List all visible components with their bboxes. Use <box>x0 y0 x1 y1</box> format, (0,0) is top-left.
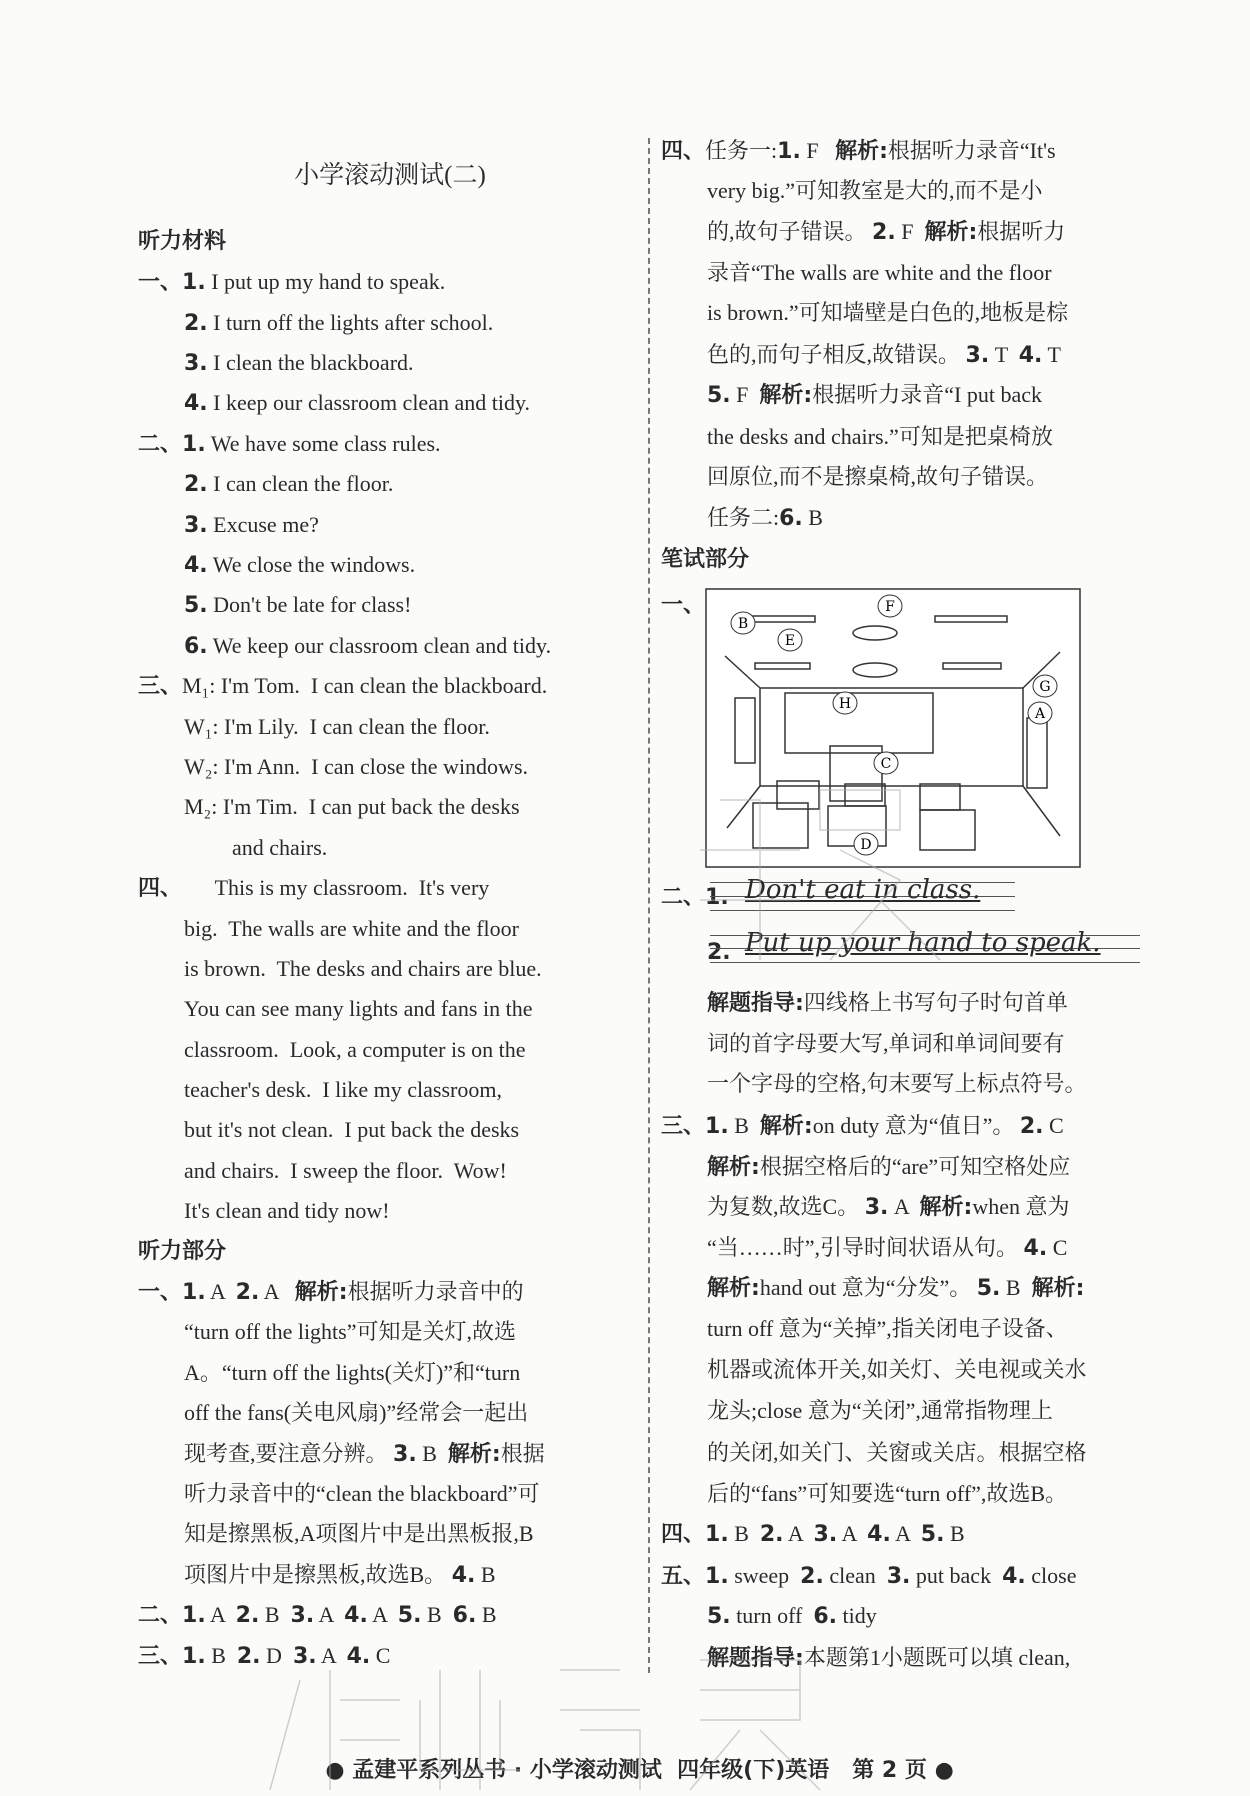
text-line <box>184 1353 520 1393</box>
question-number: 三、 <box>138 1644 183 1669</box>
text-segment: I keep our classroom clean and tidy. <box>207 390 531 415</box>
text-line <box>707 1638 1070 1678</box>
text-segment: I can clean the floor. <box>207 471 394 496</box>
bold-label: 解析: <box>707 1276 760 1301</box>
footer-text: 孟建平系列丛书 · 小学滚动测试 四年级(下)英语 第 2 页 <box>352 1758 927 1783</box>
bold-label: 1. <box>705 1564 729 1589</box>
question-number: 二、 <box>661 885 706 910</box>
text-segment: 色的,而句子相反,故错误。 <box>707 342 966 367</box>
bold-label: 2. <box>235 1603 260 1628</box>
bold-label: 5. <box>976 1276 1001 1301</box>
bold-label: 4. <box>867 1522 891 1547</box>
text-line <box>184 1151 507 1191</box>
text-line <box>184 1474 540 1514</box>
text-segment: 笔试部分 <box>661 547 750 572</box>
text-segment: A <box>314 1602 345 1627</box>
text-segment: F <box>730 382 760 407</box>
text-line <box>707 1309 1068 1349</box>
bold-label: 1. <box>705 1522 729 1547</box>
text-line <box>707 457 1048 497</box>
text-segment: B <box>476 1602 497 1627</box>
text-line <box>707 293 1068 333</box>
text-line <box>707 253 1052 293</box>
bold-label: 4. <box>346 1644 371 1669</box>
question-number: 三、 <box>661 1114 706 1139</box>
text-line <box>661 1106 1064 1146</box>
bold-label: 5. <box>920 1522 945 1547</box>
text-segment: T <box>1042 342 1061 367</box>
text-line <box>707 1228 1067 1268</box>
bold-label: 1. <box>182 1603 206 1628</box>
text-line <box>707 1187 1070 1227</box>
bold-label: 3. <box>184 513 208 538</box>
bold-label: 5. <box>397 1603 422 1628</box>
text-segment: F <box>800 138 836 163</box>
text-segment: 机器或流体开关,如关灯、关电视或关水 <box>707 1357 1087 1382</box>
page-title: 小学滚动测试(二) <box>294 162 486 189</box>
bold-label: 解析: <box>919 1195 973 1220</box>
text-segment: teacher's desk. I like my classroom, <box>184 1077 502 1102</box>
text-segment: 回原位,而不是擦桌椅,故句子错误。 <box>707 464 1049 489</box>
bold-label: 6. <box>184 634 208 659</box>
text-line <box>138 1595 497 1635</box>
text-line <box>138 424 441 464</box>
question-number: 二、 <box>138 1603 183 1628</box>
text-line <box>138 262 445 302</box>
text-segment: is brown. The desks and chairs are blue. <box>184 956 542 981</box>
bold-label: 3. <box>813 1522 838 1547</box>
text-segment: 听力录音中的“clean the blackboard”可 <box>184 1481 540 1506</box>
text-segment: A <box>316 1643 347 1668</box>
text-line <box>661 585 705 625</box>
text-segment: M₂: I'm Tim. I can put back the desks <box>184 794 520 819</box>
text-line <box>184 505 319 545</box>
bold-label: 5. <box>184 593 208 618</box>
text-segment: clean <box>823 1563 887 1588</box>
picture-label: G <box>1039 679 1051 695</box>
bold-label: 4. <box>344 1603 368 1628</box>
text-line <box>707 1474 1067 1514</box>
picture-label: F <box>885 599 895 615</box>
text-segment: Don't be late for class! <box>207 592 412 617</box>
text-segment: “turn off the lights”可知是关灯,故选 <box>184 1319 516 1344</box>
text-segment: sweep <box>728 1563 801 1588</box>
text-segment: A <box>259 1279 295 1304</box>
text-segment: C <box>370 1643 391 1668</box>
text-segment: 的,故句子错误。 <box>707 219 873 244</box>
bold-label: 4. <box>1023 1236 1048 1261</box>
bold-label: 解析: <box>707 1155 760 1180</box>
column-divider <box>648 138 650 1673</box>
text-segment: B <box>728 1521 760 1546</box>
text-line <box>184 383 530 423</box>
bold-label: 2. <box>1019 1114 1044 1139</box>
bold-label: 1. <box>182 1280 206 1305</box>
text-line <box>707 983 1068 1023</box>
picture-label: A <box>1034 706 1046 722</box>
bold-label: 3. <box>886 1564 911 1589</box>
text-segment: turn off 意为“关掉”,指关闭电子设备、 <box>707 1316 1068 1341</box>
text-segment: We keep our classroom clean and tidy. <box>207 633 552 658</box>
text-segment: W₂: I'm Ann. I can close the windows. <box>184 754 529 779</box>
text-segment: 词的首字母要大写,单词和单词间要有 <box>707 1031 1065 1056</box>
text-line <box>707 1024 1065 1064</box>
text-line <box>138 868 489 908</box>
text-segment: B <box>728 1113 760 1138</box>
text-segment: A <box>205 1279 236 1304</box>
text-line <box>184 1070 502 1110</box>
text-line <box>184 1555 496 1595</box>
text-segment: is brown.”可知墙壁是白色的,地板是棕 <box>707 300 1069 325</box>
text-segment: 本题第1小题既可以填 clean, <box>803 1645 1071 1670</box>
question-number: 三、 <box>138 674 183 699</box>
page-footer <box>310 1728 954 1784</box>
text-segment: I put up my hand to speak. <box>205 269 446 294</box>
text-line <box>184 626 551 666</box>
question-number: 一、 <box>138 270 183 295</box>
text-segment: 根据听力录音中的 <box>347 1279 524 1304</box>
text-segment: but it's not clean. I put back the desks <box>184 1117 520 1142</box>
text-segment: 现考查,要注意分辨。 <box>184 1441 394 1466</box>
text-segment: 龙头;close 意为“关闭”,通常指物理上 <box>707 1398 1053 1423</box>
bold-label: 解析: <box>294 1280 348 1305</box>
text-segment: F <box>895 219 925 244</box>
text-line <box>661 1556 1076 1596</box>
question-number: 五、 <box>661 1564 706 1589</box>
section-heading <box>138 1232 226 1272</box>
text-segment: and chairs. I sweep the floor. Wow! <box>184 1158 507 1183</box>
bold-label: 2. <box>800 1564 824 1589</box>
text-segment: 任务二: <box>707 505 780 530</box>
text-segment: I turn off the lights after school. <box>207 310 494 335</box>
bold-label: 5. <box>707 1604 731 1629</box>
text-line <box>184 989 533 1029</box>
picture-label: B <box>737 616 749 632</box>
text-line <box>184 1393 528 1433</box>
text-line <box>184 464 393 504</box>
text-line <box>184 1312 516 1352</box>
text-segment: Excuse me? <box>207 512 319 537</box>
question-number: 四、 <box>138 876 183 901</box>
text-segment: 任务一: <box>705 138 778 163</box>
text-segment: A <box>837 1521 868 1546</box>
bold-label: 2. <box>184 472 208 497</box>
text-line <box>707 1268 1084 1308</box>
text-line <box>661 131 1056 171</box>
text-line <box>707 171 1042 211</box>
text-segment: 一个字母的空格,句末要写上标点符号。 <box>707 1071 1087 1096</box>
text-segment: 后的“fans”可知要选“turn off”,故选B。 <box>707 1481 1068 1506</box>
text-segment: B <box>475 1562 496 1587</box>
bold-label: 解析: <box>924 220 978 245</box>
question-number: 四、 <box>661 1522 706 1547</box>
bold-label: 3. <box>393 1442 417 1467</box>
question-number: 一、 <box>661 593 706 618</box>
text-segment: the desks and chairs.”可知是把桌椅放 <box>707 424 1053 449</box>
bold-label: 2. <box>235 1280 260 1305</box>
picture-label: E <box>784 633 796 649</box>
bold-label: 4. <box>184 391 208 416</box>
text-segment: B <box>421 1602 453 1627</box>
text-segment: 录音“The walls are white and the floor <box>707 260 1052 285</box>
bold-label: 2. <box>184 311 208 336</box>
text-segment: B <box>259 1602 291 1627</box>
bold-label: 4. <box>1002 1564 1026 1589</box>
bold-label: 解题指导: <box>707 991 804 1016</box>
text-segment: This is my classroom. It's very <box>182 875 490 900</box>
text-segment: A <box>367 1602 398 1627</box>
text-line <box>184 585 411 625</box>
text-line <box>707 212 1065 252</box>
bold-label: 6. <box>452 1603 477 1628</box>
bold-label: 3. <box>292 1644 317 1669</box>
bold-label: 1. <box>705 885 729 910</box>
bold-label: 5. <box>707 383 731 408</box>
bold-label: 解题指导: <box>707 1646 804 1671</box>
text-segment: B <box>416 1441 448 1466</box>
bold-label: 1. <box>182 270 206 295</box>
section-heading <box>661 540 749 580</box>
text-segment: I clean the blackboard. <box>207 350 414 375</box>
bold-label: 解析: <box>759 383 813 408</box>
bold-label: 解析: <box>447 1442 501 1467</box>
text-segment: tidy <box>837 1603 877 1628</box>
text-segment: 听力部分 <box>138 1239 227 1264</box>
text-segment: 听力材料 <box>138 229 227 254</box>
text-line <box>184 949 542 989</box>
text-segment: A。“turn off the lights(关灯)”和“turn <box>184 1360 521 1385</box>
text-line <box>707 1391 1053 1431</box>
text-segment: We close the windows. <box>207 552 416 577</box>
bold-label: 1. <box>777 139 801 164</box>
text-segment: 的关闭,如关门、关窗或关店。根据空格 <box>707 1440 1087 1465</box>
bold-label: 6. <box>779 506 803 531</box>
bold-label: 2. <box>707 940 731 965</box>
text-line <box>707 375 1042 415</box>
text-segment: A <box>205 1602 236 1627</box>
bold-label: 2. <box>872 220 896 245</box>
text-line <box>184 1110 519 1150</box>
text-segment: and chairs. <box>232 835 328 860</box>
text-line <box>184 1030 526 1070</box>
text-segment: A <box>888 1194 920 1219</box>
text-line <box>707 1147 1070 1187</box>
text-line <box>707 1064 1087 1104</box>
text-line <box>707 417 1053 457</box>
text-segment: “当……时”,引导时间状语从句。 <box>707 1235 1024 1260</box>
text-segment: 为复数,故选C。 <box>707 1194 865 1219</box>
text-segment: W₁: I'm Lily. I can clean the floor. <box>184 714 490 739</box>
text-segment: 根据听力 <box>977 219 1066 244</box>
bold-label: 4. <box>451 1563 476 1588</box>
text-line <box>232 828 327 868</box>
picture-label: D <box>860 837 872 853</box>
text-segment: hand out 意为“分发”。 <box>759 1275 977 1300</box>
text-line <box>707 932 731 972</box>
bold-label: 1. <box>182 432 206 457</box>
text-line <box>184 545 415 585</box>
text-line <box>661 877 729 917</box>
text-segment: C <box>1047 1235 1068 1260</box>
text-line <box>184 747 528 787</box>
text-segment: 项图片中是擦黑板,故选B。 <box>184 1562 452 1587</box>
text-line <box>184 1434 545 1474</box>
question-number: 二、 <box>138 432 183 457</box>
bold-label: 3. <box>864 1195 889 1220</box>
question-number: 一、 <box>138 1280 183 1305</box>
text-line <box>184 303 493 343</box>
text-segment: off the fans(关电风扇)”经常会一起出 <box>184 1400 529 1425</box>
bold-label: 3. <box>184 351 208 376</box>
bold-label: 1. <box>705 1114 729 1139</box>
text-segment: when 意为 <box>972 1194 1070 1219</box>
text-line <box>707 498 823 538</box>
handwriting-answer-2: Put up your hand to speak. <box>745 928 1101 958</box>
picture-label: C <box>880 756 892 772</box>
text-segment: 根据空格后的“are”可知空格处应 <box>759 1154 1071 1179</box>
text-line <box>184 909 519 949</box>
text-line <box>138 666 547 706</box>
bold-label: 1. <box>182 1644 206 1669</box>
bold-label: 解析: <box>759 1114 813 1139</box>
text-segment: classroom. Look, a computer is on the <box>184 1037 526 1062</box>
text-segment: close <box>1025 1563 1077 1588</box>
handwriting-answer-1: Don't eat in class. <box>745 875 981 905</box>
text-line <box>184 707 490 747</box>
text-segment: 根据 <box>500 1441 545 1466</box>
bullet-icon: ● <box>926 1758 954 1783</box>
text-segment: You can see many lights and fans in the <box>184 996 533 1021</box>
text-segment: big. The walls are white and the floor <box>184 916 519 941</box>
picture-label: H <box>838 696 852 712</box>
section-heading <box>138 222 226 262</box>
text-segment: B <box>1000 1275 1032 1300</box>
bullet-icon: ● <box>325 1758 353 1783</box>
text-line <box>707 1350 1087 1390</box>
bold-label: 2. <box>236 1644 261 1669</box>
text-segment: very big.”可知教室是大的,而不是小 <box>707 178 1043 203</box>
text-segment: A <box>783 1521 814 1546</box>
bold-label: 3. <box>290 1603 315 1628</box>
text-segment: B <box>802 505 823 530</box>
text-segment: C <box>1043 1113 1064 1138</box>
text-line <box>707 1433 1087 1473</box>
text-segment: A <box>890 1521 921 1546</box>
text-segment: on duty 意为“值日”。 <box>812 1113 1020 1138</box>
text-line <box>184 1514 534 1554</box>
text-line <box>138 1636 390 1676</box>
text-segment: D <box>260 1643 293 1668</box>
text-segment: turn off <box>730 1603 814 1628</box>
text-line <box>138 1272 524 1312</box>
text-segment: B <box>205 1643 237 1668</box>
bold-label: 4. <box>184 553 208 578</box>
text-segment: put back <box>910 1563 1003 1588</box>
text-line <box>707 335 1061 375</box>
text-segment: 根据听力录音“It's <box>887 138 1056 163</box>
text-segment: M₁: I'm Tom. I can clean the blackboard. <box>182 673 548 698</box>
text-line <box>184 343 414 383</box>
text-line <box>184 787 520 827</box>
text-line <box>184 1191 390 1231</box>
question-number: 四、 <box>661 139 706 164</box>
bold-label: 解析: <box>1031 1276 1085 1301</box>
text-segment: 知是擦黑板,A项图片中是出黑板报,B <box>184 1521 534 1546</box>
text-segment: B <box>944 1521 965 1546</box>
bold-label: 解析: <box>835 139 888 164</box>
text-line <box>707 1596 877 1636</box>
text-segment: 四线格上书写句子时句首单 <box>803 990 1068 1015</box>
text-line <box>661 1514 965 1554</box>
text-segment: T <box>989 342 1019 367</box>
bold-label: 4. <box>1018 343 1043 368</box>
bold-label: 2. <box>759 1522 784 1547</box>
text-segment: We have some class rules. <box>205 431 441 456</box>
bold-label: 6. <box>813 1604 838 1629</box>
bold-label: 3. <box>965 343 990 368</box>
text-segment: 根据听力录音“I put back <box>812 382 1042 407</box>
text-segment: It's clean and tidy now! <box>184 1198 390 1223</box>
classroom-picture <box>705 588 1081 868</box>
